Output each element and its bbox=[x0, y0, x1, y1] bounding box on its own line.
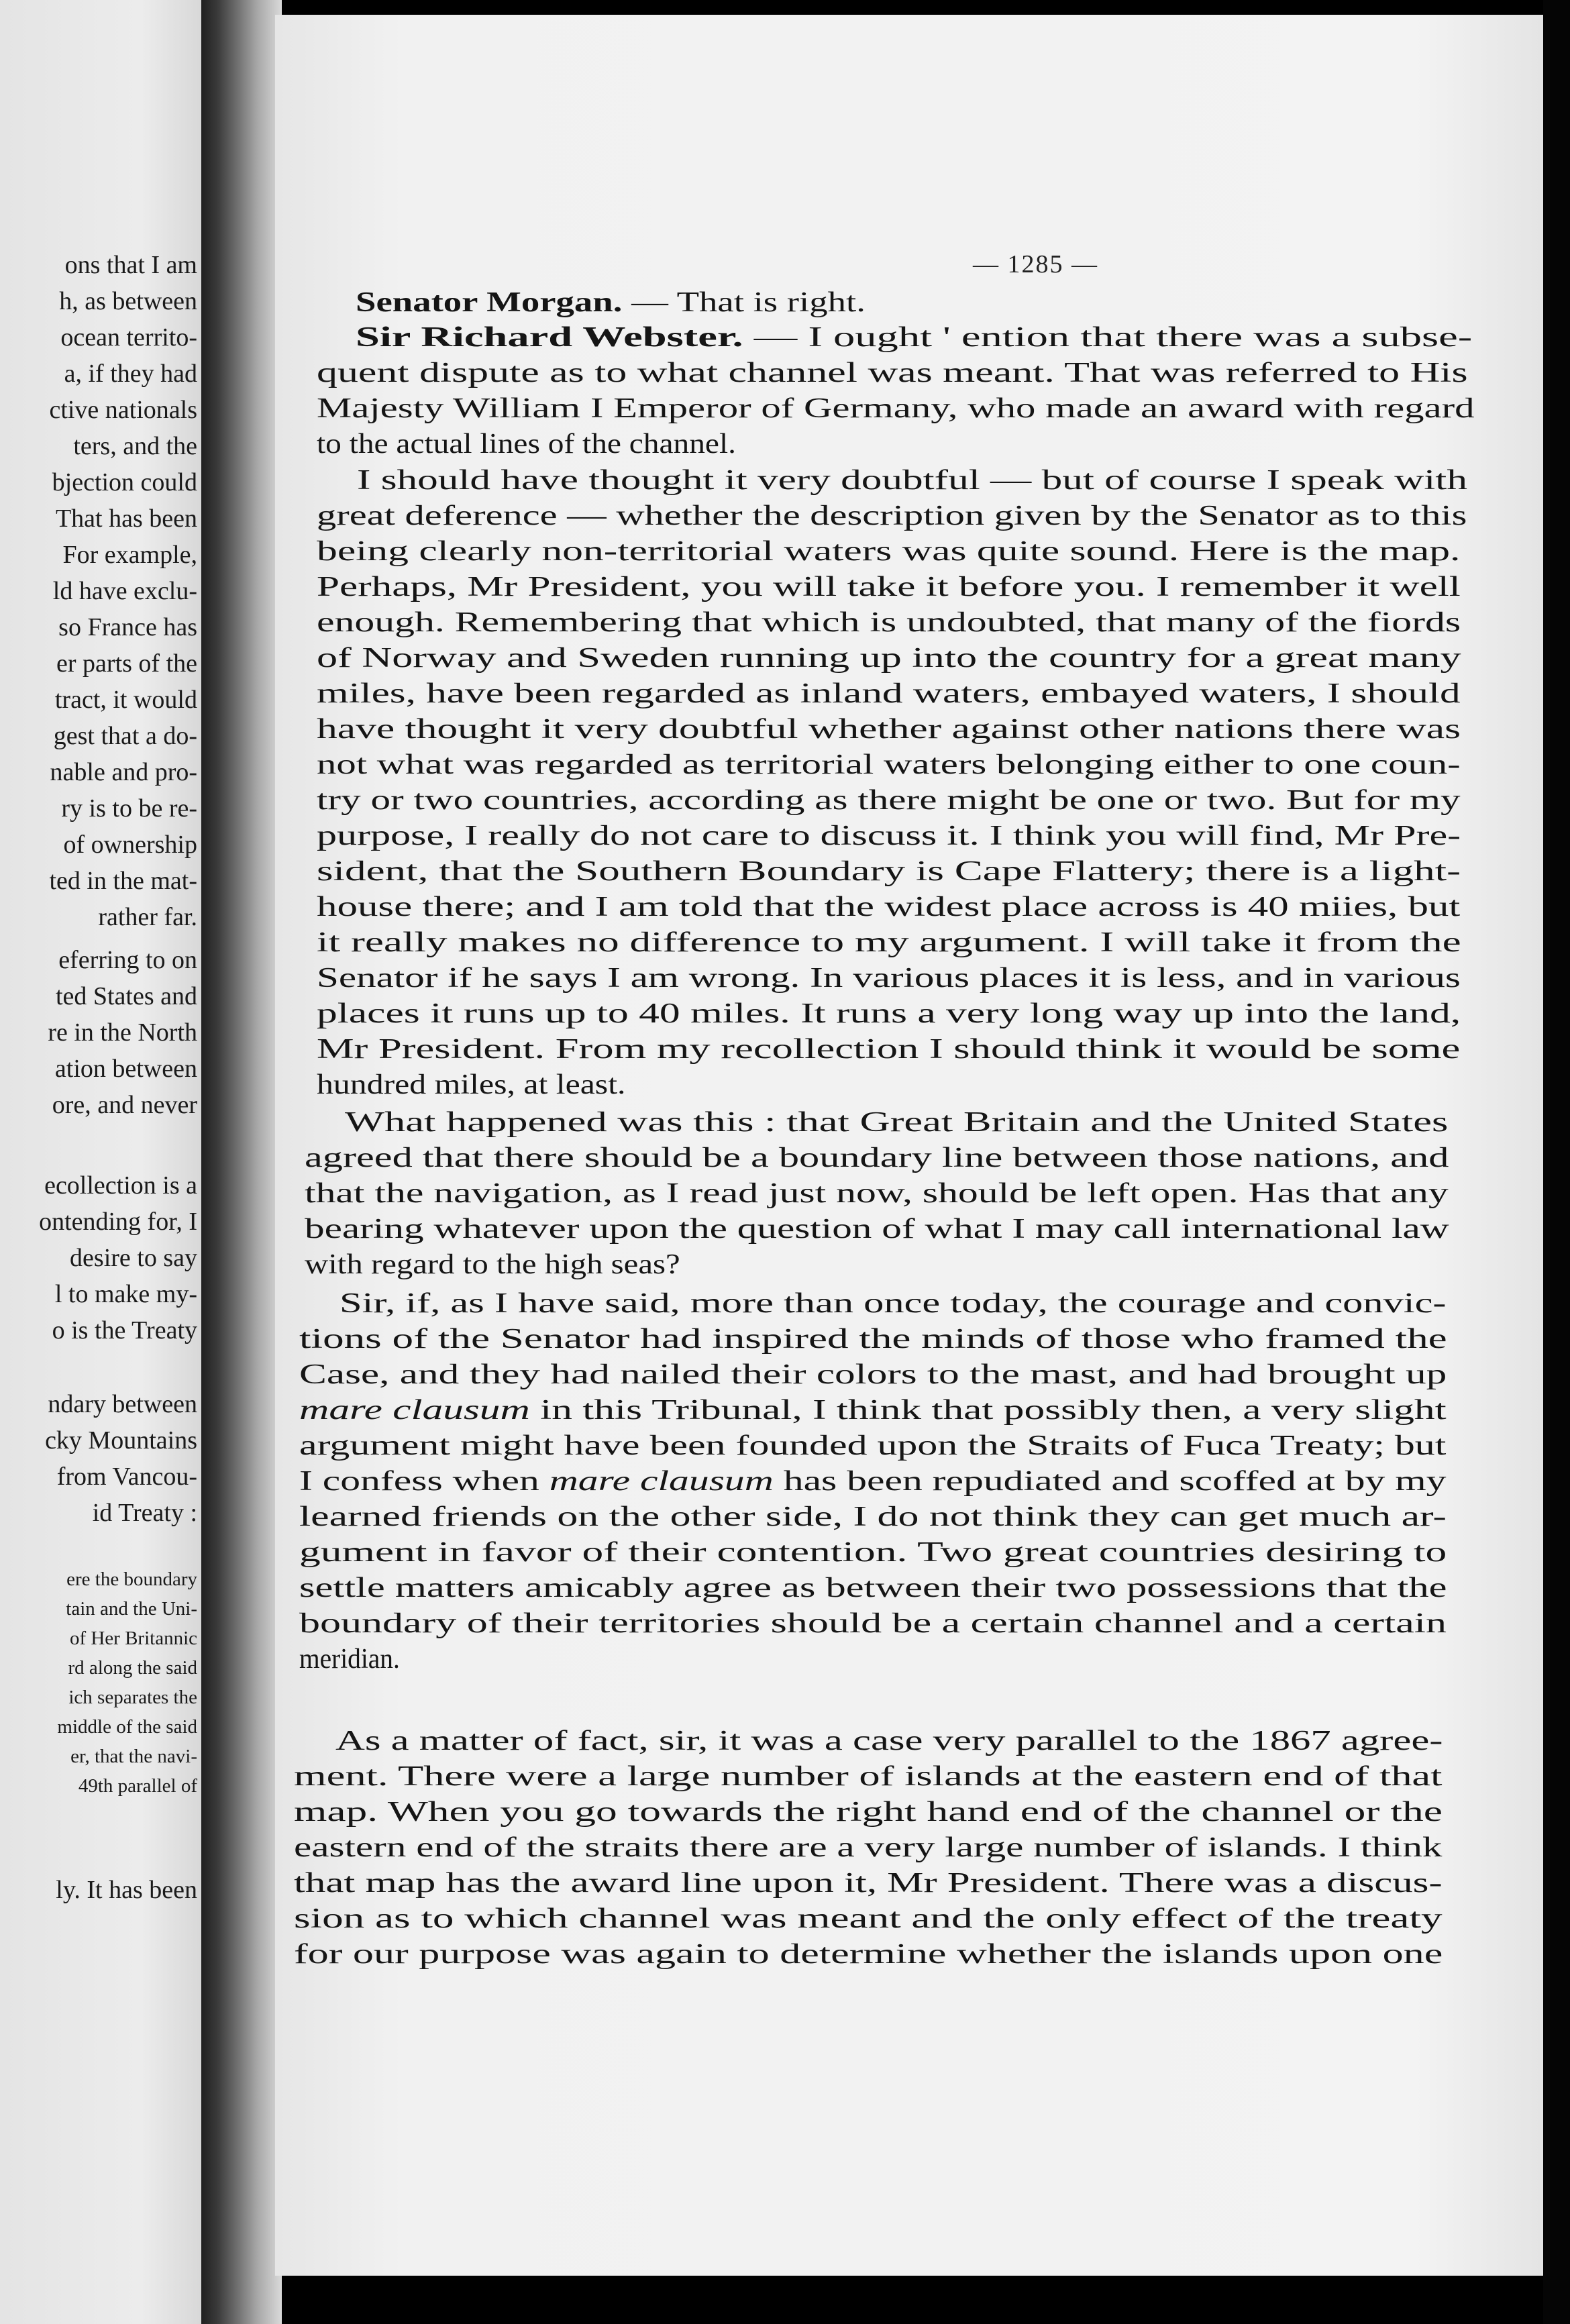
text-line: boundary of their territories should be a certain channel and a certain bbox=[299, 1608, 1447, 1639]
left-page-line: ere the boundary bbox=[66, 1569, 197, 1590]
left-page-line: gest that a do- bbox=[53, 722, 197, 750]
left-page-line: of Her Britannic bbox=[69, 1628, 197, 1649]
left-page-line: cky Mountains bbox=[45, 1426, 197, 1455]
text-line: argument might have been founded upon the Straits of Fuca Treaty; but bbox=[299, 1430, 1447, 1461]
text-line: meridian. bbox=[299, 1644, 400, 1675]
left-page-line: bjection could bbox=[52, 468, 197, 496]
latin-term: mare clausum bbox=[549, 1466, 774, 1497]
left-page-line: desire to say bbox=[70, 1244, 197, 1272]
text-line: try or two countries, according as there might be one or two. But for my bbox=[317, 785, 1461, 816]
left-page-line: l to make my- bbox=[54, 1280, 197, 1308]
text-line: miles, have been regarded as inland waters, embayed waters, I should bbox=[317, 678, 1461, 709]
text-span: has been repudiated and scoffed at by my bbox=[773, 1466, 1447, 1497]
text-line: Perhaps, Mr President, you will take it before you. I remember it well bbox=[317, 572, 1461, 602]
speaker-name: Senator Morgan. bbox=[356, 287, 623, 318]
right-page bbox=[275, 15, 1543, 2276]
left-page-line: h, as between bbox=[59, 287, 197, 315]
left-page-line: ry is to be re- bbox=[61, 794, 197, 823]
left-page-line: id Treaty : bbox=[92, 1499, 197, 1527]
left-page-line: so France has bbox=[58, 613, 197, 641]
left-page-line: ly. It has been bbox=[56, 1876, 197, 1904]
left-page-line: ted States and bbox=[55, 982, 197, 1010]
text-line: agreed that there should be a boundary line between those nations, and bbox=[305, 1143, 1449, 1173]
left-page-line: tract, it would bbox=[54, 686, 197, 714]
book-gutter bbox=[201, 0, 282, 2324]
text-line: bearing whatever upon the question of what I may call international law bbox=[305, 1214, 1449, 1245]
left-page-line: er parts of the bbox=[56, 649, 197, 678]
text-line: of Norway and Sweden running up into the country for a great many bbox=[317, 643, 1461, 674]
text-line: gument in favor of their contention. Two great countries desiring to bbox=[299, 1537, 1447, 1568]
text-line: What happened was this : that Great Britain and the United States bbox=[345, 1107, 1449, 1138]
text-line bbox=[356, 288, 866, 317]
text-line: it really makes no difference to my argument. I will take it from the bbox=[317, 927, 1461, 958]
left-page-line: eferring to on bbox=[58, 946, 197, 974]
text-line: that the navigation, as I read just now, should be left open. Has that any bbox=[305, 1178, 1449, 1209]
left-page-line: ndary between bbox=[48, 1390, 197, 1418]
left-page-line: ore, and never bbox=[52, 1091, 197, 1119]
text-span: I confess when bbox=[299, 1466, 550, 1497]
left-page-line: 49th parallel of bbox=[78, 1775, 197, 1797]
text-line: quent dispute as to what channel was meant. That was referred to His bbox=[317, 358, 1468, 388]
text-line bbox=[299, 1467, 1447, 1495]
text-line: purpose, I really do not care to discuss it. I think you will find, Mr Pre- bbox=[317, 821, 1461, 851]
left-page bbox=[0, 0, 201, 2324]
speech-text: — I ought ' ention that there was a subse- bbox=[743, 322, 1473, 353]
text-line: learned friends on the other side, I do not think they can get much ar- bbox=[299, 1501, 1447, 1532]
text-line bbox=[356, 323, 1472, 352]
text-line: tions of the Senator had inspired the minds of those who framed the bbox=[299, 1324, 1447, 1355]
text-line: I should have thought it very doubtful — but of course I speak with bbox=[357, 465, 1467, 496]
text-span: in this Tribunal, I think that possibly then, a very slight bbox=[529, 1395, 1447, 1426]
scan-edge bbox=[1543, 0, 1570, 2324]
speaker-name: Sir Richard Webster. bbox=[356, 322, 743, 353]
text-line: As a matter of fact, sir, it was a case very parallel to the 1867 agree- bbox=[335, 1726, 1443, 1756]
left-page-line: nable and pro- bbox=[50, 758, 197, 786]
left-page-line: That has been bbox=[55, 505, 197, 533]
left-page-line: re in the North bbox=[48, 1018, 197, 1047]
left-page-line: ons that I am bbox=[64, 251, 197, 279]
left-page-line: a, if they had bbox=[64, 360, 197, 388]
text-line: not what was regarded as territorial waters belonging either to one coun- bbox=[317, 749, 1461, 780]
speech-text: — That is right. bbox=[622, 287, 866, 318]
text-line: places it runs up to 40 miles. It runs a very long way up into the land, bbox=[317, 998, 1461, 1029]
left-page-line: er, that the navi- bbox=[70, 1746, 197, 1767]
text-line: Sir, if, as I have said, more than once today, the courage and convic- bbox=[339, 1288, 1447, 1319]
text-line: that map has the award line upon it, Mr President. There was a discus- bbox=[294, 1868, 1443, 1899]
text-line: sident, that the Southern Boundary is Cape Flattery; there is a light- bbox=[317, 856, 1461, 887]
left-page-line: middle of the said bbox=[57, 1716, 197, 1738]
text-line: eastern end of the straits there are a very large number of islands. I think bbox=[294, 1832, 1443, 1863]
text-line bbox=[299, 1396, 1447, 1424]
left-page-line: ld have exclu- bbox=[52, 577, 197, 605]
left-page-line: of ownership bbox=[63, 831, 197, 859]
left-page-line: ation between bbox=[54, 1055, 197, 1083]
left-page-line: ted in the mat- bbox=[49, 867, 197, 895]
left-page-line: from Vancou- bbox=[56, 1463, 197, 1491]
left-page-line: ich separates the bbox=[68, 1687, 197, 1708]
text-line: being clearly non-territorial waters was quite sound. Here is the map. bbox=[317, 536, 1461, 567]
text-line: with regard to the high seas? bbox=[305, 1249, 680, 1280]
left-page-line: rd along the said bbox=[68, 1657, 197, 1679]
text-line: have thought it very doubtful whether against other nations there was bbox=[317, 714, 1461, 745]
left-page-line: ontending for, I bbox=[39, 1208, 197, 1236]
left-page-line: For example, bbox=[62, 541, 197, 569]
left-page-line: ctive nationals bbox=[49, 396, 197, 424]
left-page-line: ocean territo- bbox=[60, 323, 197, 352]
page-number: — 1285 — bbox=[973, 250, 1098, 278]
text-line: ment. There were a large number of islands at the eastern end of that bbox=[294, 1761, 1443, 1792]
text-line: map. When you go towards the right hand end of the channel or the bbox=[294, 1797, 1443, 1828]
text-line: Majesty William I Emperor of Germany, who made an award with regard bbox=[317, 393, 1475, 424]
left-page-line: rather far. bbox=[98, 903, 197, 931]
left-page-line: o is the Treaty bbox=[52, 1316, 197, 1344]
left-page-line: ecollection is a bbox=[44, 1171, 197, 1200]
text-line: sion as to which channel was meant and the only effect of the treaty bbox=[294, 1903, 1443, 1934]
text-line: enough. Remembering that which is undoubted, that many of the fiords bbox=[317, 607, 1461, 638]
text-line: for our purpose was again to determine whether the islands upon one bbox=[294, 1939, 1443, 1970]
latin-term: mare clausum bbox=[299, 1395, 530, 1426]
text-line: Senator if he says I am wrong. In various places it is less, and in various bbox=[317, 963, 1461, 994]
left-page-line: ters, and the bbox=[73, 432, 197, 460]
text-line: Case, and they had nailed their colors to the mast, and had brought up bbox=[299, 1359, 1447, 1390]
text-line: Mr President. From my recollection I should think it would be some bbox=[317, 1034, 1461, 1065]
text-line: settle matters amicably agree as between their two possessions that the bbox=[299, 1573, 1447, 1603]
text-line: great deference — whether the description given by the Senator as to this bbox=[317, 500, 1467, 531]
left-page-line: tain and the Uni- bbox=[66, 1598, 197, 1620]
text-line: hundred miles, at least. bbox=[317, 1069, 626, 1100]
text-line: house there; and I am told that the widest place across is 40 miies, but bbox=[317, 892, 1461, 922]
text-line: to the actual lines of the channel. bbox=[317, 429, 736, 460]
